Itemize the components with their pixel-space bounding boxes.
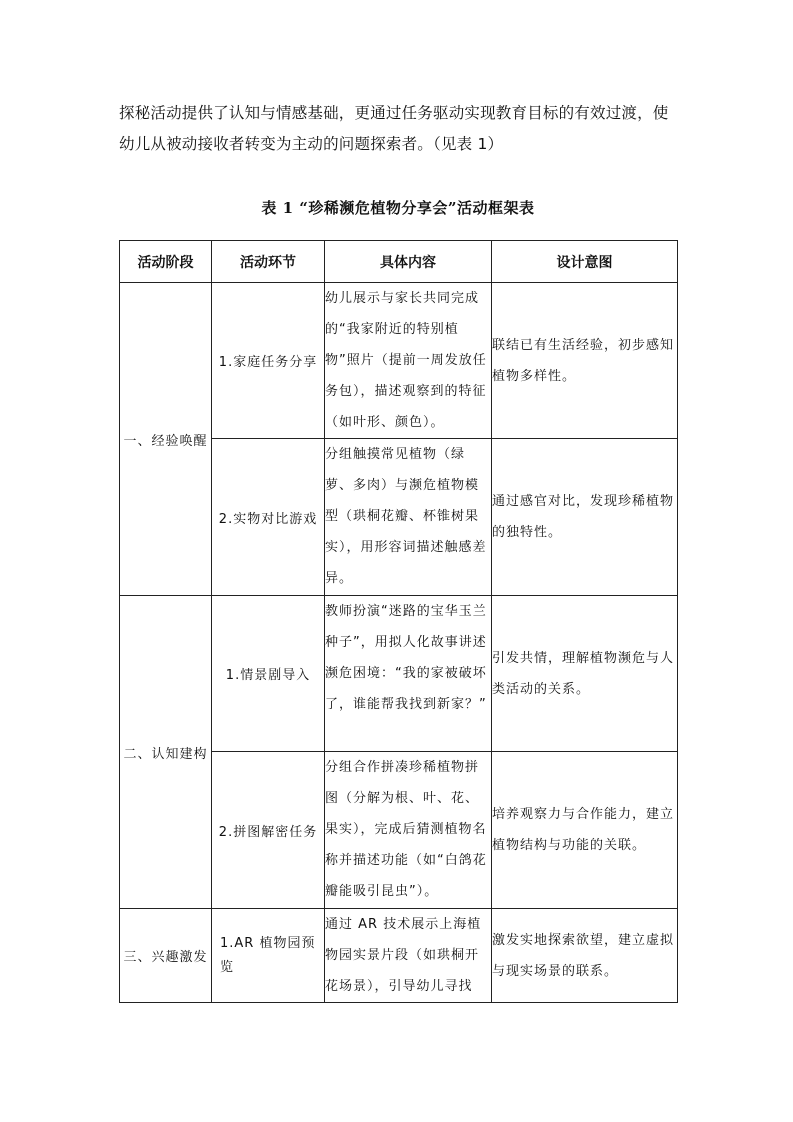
- intro-line-1: 探秘活动提供了认知与情感基础，更通过任务驱动实现教育目标的有效过渡，使: [119, 104, 669, 122]
- content-cell: 分组合作拼凑珍稀植物拼图（分解为根、叶、花、果实），完成后猜测植物名称并描述功能（如“白鸽花瓣能吸引昆虫”）。: [325, 752, 492, 909]
- table-row: [120, 909, 678, 1003]
- table-row: [120, 283, 678, 439]
- step-cell: 2.实物对比游戏: [212, 439, 325, 596]
- activity-framework-table: [119, 240, 678, 1003]
- design-cell: 引发共情，理解植物濒危与人类活动的关系。: [492, 596, 678, 752]
- table-caption: 表 1 “珍稀濒危植物分享会”活动框架表: [261, 199, 535, 217]
- design-cell: 激发实地探索欲望，建立虚拟与现实场景的联系。: [492, 909, 678, 1003]
- step-cell: 1.情景剧导入: [212, 596, 325, 752]
- stage-cell: 三、兴趣激发: [120, 909, 212, 1003]
- table-header-row: [120, 241, 678, 283]
- design-cell: 通过感官对比，发现珍稀植物的独特性。: [492, 439, 678, 596]
- stage-cell: 一、经验唤醒: [120, 283, 212, 596]
- design-cell: 联结已有生活经验，初步感知植物多样性。: [492, 283, 678, 439]
- table-row: [120, 596, 678, 752]
- content-cell: 分组触摸常见植物（绿萝、多肉）与濒危植物模型（珙桐花瓣、杯锥树果实），用形容词描述触感差异。: [325, 439, 492, 596]
- step-cell: 1.AR 植物园预览: [212, 909, 325, 1003]
- intro-paragraph: [119, 98, 681, 160]
- stage-cell: 二、认知建构: [120, 596, 212, 909]
- header-step: 活动环节: [212, 241, 325, 283]
- header-design: 设计意图: [492, 241, 678, 283]
- content-cell: 教师扮演“迷路的宝华玉兰种子”，用拟人化故事讲述濒危困境：“我的家被破坏了，谁能帮我找到新家？”: [325, 596, 492, 752]
- header-stage: 活动阶段: [120, 241, 212, 283]
- content-cell: 幼儿展示与家长共同完成的“我家附近的特别植物”照片（提前一周发放任务包），描述观察到的特征（如叶形、颜色）。: [325, 283, 492, 439]
- step-cell: 1.家庭任务分享: [212, 283, 325, 439]
- content-cell: 通过 AR 技术展示上海植物园实景片段（如珙桐开花场景），引导幼儿寻找: [325, 909, 492, 1003]
- step-cell: 2.拼图解密任务: [212, 752, 325, 909]
- header-content: 具体内容: [325, 241, 492, 283]
- design-cell: 培养观察力与合作能力，建立植物结构与功能的关联。: [492, 752, 678, 909]
- intro-line-2: 幼儿从被动接收者转变为主动的问题探索者。（见表 1）: [119, 135, 504, 153]
